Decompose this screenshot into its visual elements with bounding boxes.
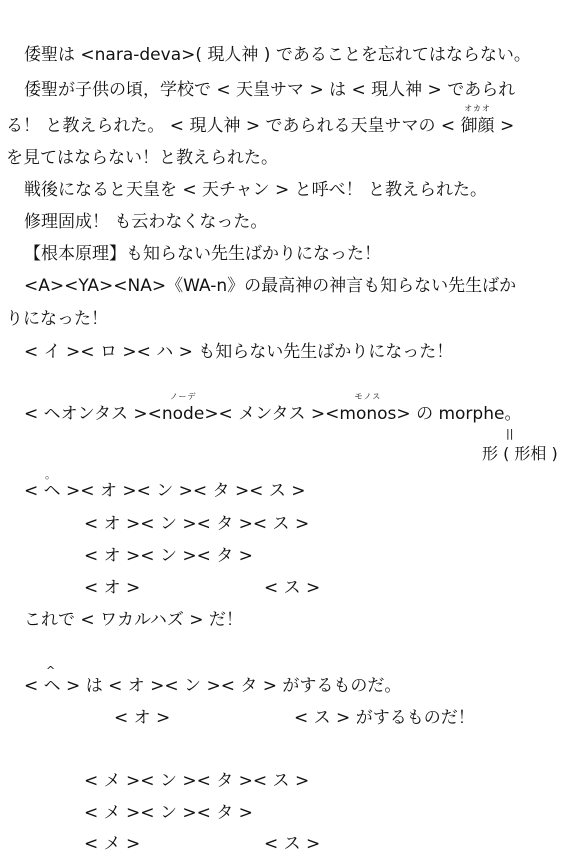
text-line: < オ >< ン >< タ >< ス > bbox=[84, 514, 310, 534]
text-fragment: > bbox=[494, 116, 515, 136]
text-line: < ヘ > は < オ >< ン >< タ > がするものだ。 bbox=[24, 676, 402, 696]
ruby-base: 御顔 bbox=[460, 116, 495, 136]
text-line: 修理固成！ も云わなくなった。 bbox=[24, 212, 268, 232]
text-line: <A><YA><NA>《WA-n》の最高神の神言も知らない先生ばか bbox=[24, 276, 517, 296]
ruby-word bbox=[460, 104, 495, 136]
text-line bbox=[6, 104, 515, 136]
text-line: 【根本原理】も知らない先生ばかりになった！ bbox=[24, 244, 381, 264]
ruby-word bbox=[161, 392, 205, 424]
equals-mark: || bbox=[506, 427, 514, 440]
text-line: < オ > bbox=[84, 578, 141, 598]
text-line: < イ >< ロ >< ハ > も知らない先生ばかりになった！ bbox=[24, 342, 454, 362]
ruby-reading: オカオ bbox=[464, 104, 491, 113]
text-fragment: >< メンタス >< bbox=[204, 404, 340, 424]
text-line: < ス > bbox=[264, 578, 321, 598]
ruby-word bbox=[339, 392, 397, 424]
text-line: 倭聖は <nara-deva>( 現人神 ) であることを忘れてはならない。 bbox=[24, 45, 531, 65]
text-line: < オ >< ン >< タ > bbox=[84, 546, 253, 566]
text-line: < メ >< ン >< タ > bbox=[84, 803, 253, 823]
text-line: < ス > がするものだ！ bbox=[294, 708, 475, 728]
text-fragment: > の morphe。 bbox=[396, 404, 522, 424]
text-line: < ヘ >< オ >< ン >< タ >< ス > bbox=[24, 481, 306, 501]
text-line: < オ > bbox=[114, 708, 171, 728]
text-line: < ス > bbox=[264, 834, 321, 854]
text-line: 倭聖が子供の頃，学校で < 天皇サマ > は < 現人神 > であられ bbox=[24, 80, 516, 100]
accent-mark: ^ bbox=[46, 664, 56, 677]
text-line: 戦後になると天皇を < 天チャン > と呼べ！ と教えられた。 bbox=[24, 180, 487, 200]
text-line bbox=[24, 392, 522, 424]
handakuten-mark: 。 bbox=[45, 468, 56, 481]
ruby-reading: モノス bbox=[354, 392, 382, 401]
text-line: < メ > bbox=[84, 834, 141, 854]
text-line: 形 ( 形相 ) bbox=[482, 444, 558, 463]
text-line: これで < ワカルハズ > だ！ bbox=[24, 610, 243, 630]
text-line: を見てはならない！と教えられた。 bbox=[6, 148, 278, 168]
ruby-base: node bbox=[161, 404, 205, 424]
ruby-reading: ノーデ bbox=[169, 392, 197, 401]
text-fragment: る！ と教えられた。 < 現人神 > であられる天皇サマの < bbox=[6, 116, 461, 136]
text-line: < メ >< ン >< タ >< ス > bbox=[84, 771, 310, 791]
text-line: りになった！ bbox=[6, 309, 108, 329]
text-fragment: < ヘオンタス >< bbox=[24, 404, 162, 424]
ruby-base: monos bbox=[339, 404, 397, 424]
